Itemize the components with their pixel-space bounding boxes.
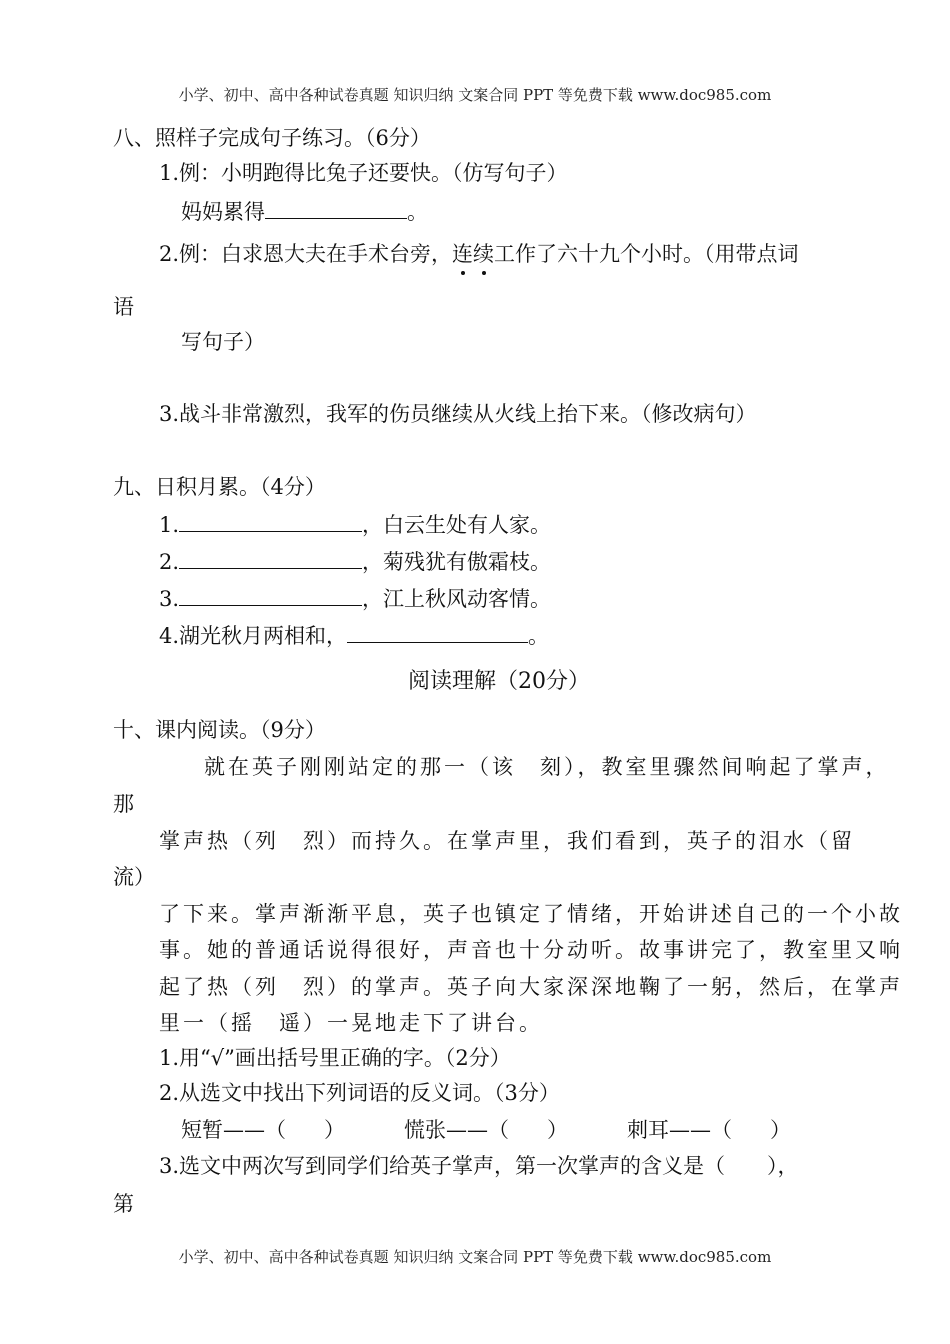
page-header: 小学、初中、高中各种试卷真题 知识归纳 文案合同 PPT 等免费下载 www.doc985.com: [178, 86, 772, 104]
s9-item-2-num: 2.: [159, 550, 180, 574]
antonym-2: [404, 1120, 568, 1141]
reading-section-title: 阅读理解（20分）: [408, 669, 590, 694]
s9-item-2: [159, 550, 551, 573]
s9-item-1: [159, 513, 551, 536]
s9-item-4-text: 4.湖光秋月两相和，: [159, 624, 348, 648]
s9-item-3-text: ，江上秋风动客情。: [362, 587, 552, 611]
s9-item-1-text: ，白云生处有人家。: [362, 513, 552, 537]
s10-question-2: 2.从选文中找出下列词语的反义词。（3分）: [159, 1081, 560, 1105]
section-9-title: 九、日积月累。（4分）: [113, 475, 326, 499]
s9-item-3: [159, 587, 551, 610]
s8-q2-dotted-char-2: 续: [473, 242, 495, 266]
s8-question-1: 1.例：小明跑得比兔子还要快。（仿写句子）: [159, 161, 568, 185]
s8-q2-post: 工作了六十九个小时。（用带点词: [494, 242, 799, 266]
s8-q1-prompt: 妈妈累得: [181, 200, 265, 224]
s8-q1-answer: [181, 200, 428, 223]
antonym-3-close: ）: [770, 1118, 791, 1142]
s9-item-4-end: 。: [528, 624, 550, 648]
passage-line-6: 事。她的普通话说得很好，声音也十分动听。故事讲完了，教室里又响: [159, 938, 903, 962]
s8-q2-wrap: 语: [113, 295, 134, 319]
s8-q1-blank[interactable]: [265, 200, 407, 219]
s9-item-4: [159, 624, 549, 647]
s10-question-1: 1.用“√”画出括号里正确的字。（2分）: [159, 1046, 511, 1070]
antonym-3-word: 刺耳——（: [627, 1118, 732, 1142]
section-8-title: 八、照样子完成句子练习。（6分）: [113, 126, 431, 150]
s10-question-3: 3.选文中两次写到同学们给英子掌声，第一次掌声的含义是（ ），: [159, 1154, 799, 1178]
page-footer: 小学、初中、高中各种试卷真题 知识归纳 文案合同 PPT 等免费下载 www.doc985.com: [178, 1248, 772, 1266]
s9-item-4-blank[interactable]: [347, 624, 528, 643]
s8-q2-dotted-char-1: 连: [452, 242, 474, 266]
passage-line-5: 了下来。掌声渐渐平息，英子也镇定了情绪，开始讲述自己的一个小故: [159, 902, 903, 926]
s8-q1-end: 。: [407, 200, 428, 224]
s9-item-3-blank[interactable]: [179, 587, 362, 606]
s9-item-3-num: 3.: [159, 587, 180, 611]
s8-question-2: [159, 244, 799, 265]
passage-line-8: 里一（摇 遥）一晃地走下了讲台。: [159, 1011, 543, 1035]
s8-q2-continued: 写句子）: [181, 330, 265, 354]
s9-item-2-blank[interactable]: [179, 550, 362, 569]
s9-item-1-blank[interactable]: [179, 513, 362, 532]
antonym-1-close: ）: [324, 1118, 345, 1142]
antonym-1-word: 短暂——（: [181, 1118, 286, 1142]
antonym-1: [181, 1120, 345, 1141]
passage-line-1: 就在英子刚刚站定的那一（该 刻），教室里骤然间响起了掌声，: [204, 755, 890, 779]
antonym-2-close: ）: [547, 1118, 568, 1142]
passage-line-3: 掌声热（列 烈）而持久。在掌声里，我们看到，英子的泪水（留: [159, 829, 855, 853]
s8-question-3: 3.战斗非常激烈，我军的伤员继续从火线上抬下来。（修改病句）: [159, 402, 757, 426]
passage-line-2: 那: [113, 792, 134, 816]
s10-q3-wrap: 第: [113, 1192, 134, 1216]
passage-line-7: 起了热（列 烈）的掌声。英子向大家深深地鞠了一躬，然后，在掌声: [159, 975, 903, 999]
s9-item-2-text: ，菊残犹有傲霜枝。: [362, 550, 552, 574]
section-10-title: 十、课内阅读。（9分）: [113, 718, 326, 742]
antonym-3: [627, 1120, 791, 1141]
antonym-2-word: 慌张——（: [404, 1118, 509, 1142]
s9-item-1-num: 1.: [159, 513, 180, 537]
s8-q2-pre: 2.例：白求恩大夫在手术台旁，: [159, 242, 453, 266]
passage-line-4: 流）: [113, 865, 155, 889]
